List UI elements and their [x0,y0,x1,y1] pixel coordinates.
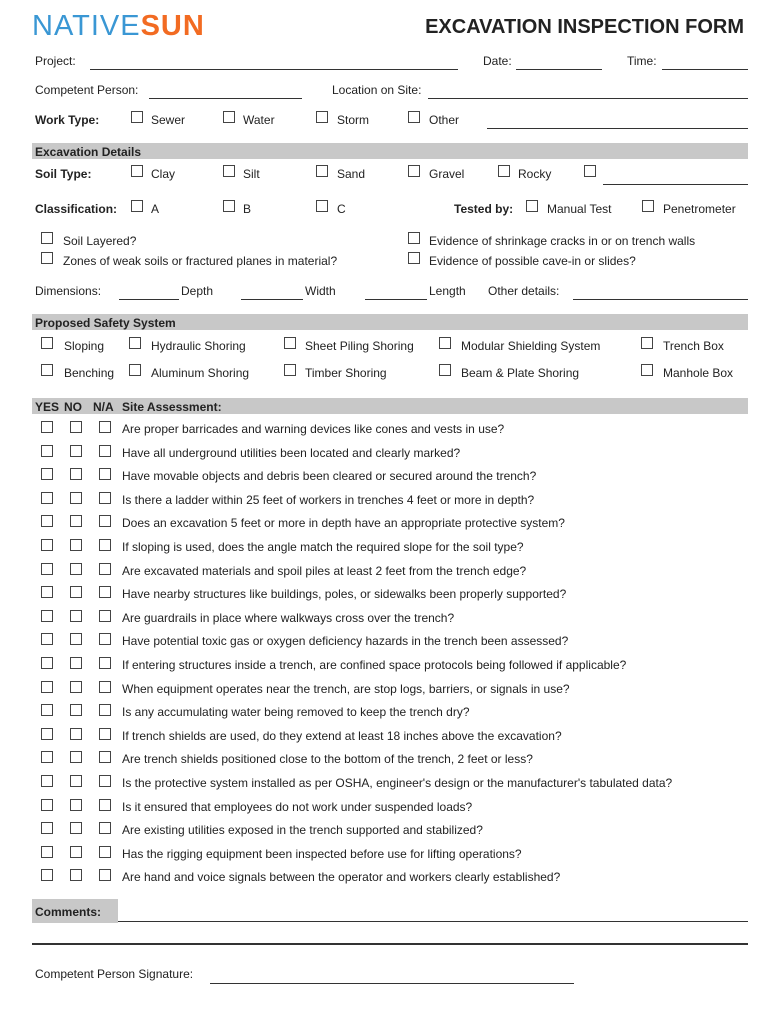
soil-clay-checkbox[interactable] [131,165,143,177]
soil-sand-checkbox[interactable] [316,165,328,177]
assessment-no-checkbox[interactable] [70,704,82,716]
assessment-na-checkbox[interactable] [99,751,111,763]
assessment-question: Is it ensured that employees do not work under suspended loads? [122,800,473,814]
penetrometer-checkbox[interactable] [642,200,654,212]
aluminum-shoring-label: Aluminum Shoring [151,366,250,380]
location-field[interactable] [428,98,748,99]
soil-gravel-label: Gravel [429,167,465,181]
work-type-other-checkbox[interactable] [408,111,420,123]
assessment-question: Is there a ladder within 25 feet of workers in trenches 4 feet or more in depth? [122,493,535,507]
length-field[interactable] [365,299,427,300]
work-type-water-checkbox[interactable] [223,111,235,123]
assessment-no-checkbox[interactable] [70,515,82,527]
length-label: Length [429,284,466,298]
modular-shielding-checkbox[interactable] [439,337,451,349]
sheet-piling-checkbox[interactable] [284,337,296,349]
dimensions-label: Dimensions: [35,284,102,298]
competent-person-field[interactable] [149,98,302,99]
class-b-checkbox[interactable] [223,200,235,212]
signature-field[interactable] [210,983,574,984]
assessment-yes-checkbox[interactable] [41,586,53,598]
benching-checkbox[interactable] [41,364,53,376]
comments-field-line-2[interactable] [32,943,748,945]
assessment-yes-checkbox[interactable] [41,421,53,433]
class-c-checkbox[interactable] [316,200,328,212]
date-field[interactable] [516,69,602,70]
safety-system-title: Proposed Safety System [35,316,176,330]
assessment-question: Is the protective system installed as per OSHA, engineer's design or the manufacturer's tabulated data? [122,776,673,790]
assessment-no-checkbox[interactable] [70,846,82,858]
assessment-na-checkbox[interactable] [99,657,111,669]
assessment-no-checkbox[interactable] [70,751,82,763]
soil-other-field[interactable] [603,184,748,185]
assessment-na-checkbox[interactable] [99,586,111,598]
soil-other-checkbox[interactable] [584,165,596,177]
soil-rocky-checkbox[interactable] [498,165,510,177]
assessment-yes-checkbox[interactable] [41,515,53,527]
manhole-box-label: Manhole Box [663,366,734,380]
assessment-na-checkbox[interactable] [99,822,111,834]
assessment-yes-checkbox[interactable] [41,633,53,645]
shrinkage-cracks-label: Evidence of shrinkage cracks in or on trench walls [429,234,696,248]
assessment-na-checkbox[interactable] [99,728,111,740]
assessment-na-checkbox[interactable] [99,515,111,527]
modular-shielding-label: Modular Shielding System [461,339,601,353]
work-type-water-label: Water [243,113,275,127]
work-type-storm-checkbox[interactable] [316,111,328,123]
assessment-no-checkbox[interactable] [70,563,82,575]
assessment-question: If entering structures inside a trench, are confined space protocols being followed if applicable? [122,658,627,672]
tested-by-label: Tested by: [454,202,514,216]
assessment-question: Have movable objects and debris been cleared or secured around the trench? [122,469,537,483]
competent-person-label: Competent Person: [35,83,139,97]
assessment-yes-checkbox[interactable] [41,704,53,716]
depth-label: Depth [181,284,214,298]
assessment-yes-checkbox[interactable] [41,468,53,480]
assessment-question: Does an excavation 5 feet or more in depth have an appropriate protective system? [122,516,565,530]
assessment-no-checkbox[interactable] [70,610,82,622]
width-label: Width [305,284,336,298]
manhole-box-checkbox[interactable] [641,364,653,376]
work-type-sewer-checkbox[interactable] [131,111,143,123]
assessment-question: Are hand and voice signals between the operator and workers clearly established? [122,870,561,884]
assessment-yes-checkbox[interactable] [41,539,53,551]
assessment-no-checkbox[interactable] [70,822,82,834]
assessment-yes-checkbox[interactable] [41,445,53,457]
assessment-no-checkbox[interactable] [70,657,82,669]
sloping-checkbox[interactable] [41,337,53,349]
work-type-sewer-label: Sewer [151,113,186,127]
benching-label: Benching [64,366,115,380]
assessment-na-checkbox[interactable] [99,846,111,858]
class-b-label: B [243,202,252,216]
assessment-question: Have potential toxic gas or oxygen deficiency hazards in the trench been assessed? [122,634,569,648]
assessment-no-checkbox[interactable] [70,728,82,740]
assessment-yes-checkbox[interactable] [41,822,53,834]
assessment-na-checkbox[interactable] [99,775,111,787]
assessment-question: Are proper barricades and warning devices like cones and vests in use? [122,422,505,436]
assessment-yes-checkbox[interactable] [41,799,53,811]
assessment-yes-checkbox[interactable] [41,869,53,881]
assessment-question: Have all underground utilities been located and clearly marked? [122,446,461,460]
assessment-yes-checkbox[interactable] [41,728,53,740]
time-field[interactable] [662,69,748,70]
weak-soils-checkbox[interactable] [41,252,53,264]
assessment-no-checkbox[interactable] [70,681,82,693]
assessment-na-checkbox[interactable] [99,492,111,504]
assessment-yes-checkbox[interactable] [41,610,53,622]
other-details-label: Other details: [488,284,560,298]
yes-header: YES [35,400,60,414]
assessment-na-checkbox[interactable] [99,799,111,811]
assessment-no-checkbox[interactable] [70,421,82,433]
assessment-question: If trench shields are used, do they extend at least 18 inches above the excavation? [122,729,562,743]
timber-shoring-label: Timber Shoring [305,366,387,380]
work-type-storm-label: Storm [337,113,370,127]
assessment-na-checkbox[interactable] [99,445,111,457]
assessment-na-checkbox[interactable] [99,681,111,693]
work-type-other-field[interactable] [487,128,748,129]
shrinkage-cracks-checkbox[interactable] [408,232,420,244]
comments-label: Comments: [35,905,102,919]
assessment-yes-checkbox[interactable] [41,563,53,575]
soil-sand-label: Sand [337,167,366,181]
assessment-question: Are existing utilities exposed in the trench supported and stabilized? [122,823,483,837]
site-assessment-title: Site Assessment: [122,400,222,414]
width-field[interactable] [241,299,303,300]
timber-shoring-checkbox[interactable] [284,364,296,376]
manual-test-checkbox[interactable] [526,200,538,212]
assessment-na-checkbox[interactable] [99,610,111,622]
soil-clay-label: Clay [151,167,176,181]
classification-label: Classification: [35,202,118,216]
work-type-other-label: Other [429,113,460,127]
manual-test-label: Manual Test [547,202,612,216]
assessment-question: Are guardrails in place where walkways cross over the trench? [122,611,455,625]
assessment-yes-checkbox[interactable] [41,681,53,693]
soil-type-label: Soil Type: [35,167,92,181]
excavation-details-title: Excavation Details [35,145,142,159]
assessment-question: Are trench shields positioned close to the bottom of the trench, 2 feet or less? [122,752,533,766]
assessment-no-checkbox[interactable] [70,468,82,480]
other-details-field[interactable] [573,299,748,300]
logo-sun: SUN [140,10,205,42]
weak-soils-label: Zones of weak soils or fractured planes in material? [63,254,338,268]
logo [32,10,205,43]
assessment-yes-checkbox[interactable] [41,846,53,858]
class-a-label: A [151,202,160,216]
trench-box-label: Trench Box [663,339,724,353]
project-field[interactable] [90,69,458,70]
form-title: EXCAVATION INSPECTION FORM [425,16,744,38]
assessment-no-checkbox[interactable] [70,869,82,881]
assessment-question: When equipment operates near the trench, are stop logs, barriers, or signals in use? [122,682,570,696]
class-a-checkbox[interactable] [131,200,143,212]
comments-field[interactable] [118,921,748,922]
assessment-no-checkbox[interactable] [70,799,82,811]
soil-silt-checkbox[interactable] [223,165,235,177]
no-header: NO [64,400,82,414]
hydraulic-shoring-checkbox[interactable] [129,337,141,349]
sloping-label: Sloping [64,339,105,353]
assessment-na-checkbox[interactable] [99,563,111,575]
assessment-question: Are excavated materials and spoil piles at least 2 feet from the trench edge? [122,564,527,578]
cave-in-label: Evidence of possible cave-in or slides? [429,254,636,268]
date-label: Date: [483,54,512,68]
soil-layered-checkbox[interactable] [41,232,53,244]
assessment-na-checkbox[interactable] [99,869,111,881]
assessment-yes-checkbox[interactable] [41,775,53,787]
soil-gravel-checkbox[interactable] [408,165,420,177]
assessment-question: Is any accumulating water being removed to keep the trench dry? [122,705,470,719]
assessment-na-checkbox[interactable] [99,633,111,645]
penetrometer-label: Penetrometer [663,202,736,216]
na-header: N/A [93,400,114,414]
assessment-question: If sloping is used, does the angle match the required slope for the soil type? [122,540,524,554]
assessment-no-checkbox[interactable] [70,445,82,457]
assessment-no-checkbox[interactable] [70,633,82,645]
assessment-na-checkbox[interactable] [99,539,111,551]
assessment-no-checkbox[interactable] [70,775,82,787]
assessment-yes-checkbox[interactable] [41,492,53,504]
depth-field[interactable] [119,299,179,300]
assessment-no-checkbox[interactable] [70,492,82,504]
sheet-piling-label: Sheet Piling Shoring [305,339,414,353]
cave-in-checkbox[interactable] [408,252,420,264]
assessment-na-checkbox[interactable] [99,704,111,716]
beam-plate-label: Beam & Plate Shoring [461,366,580,380]
soil-rocky-label: Rocky [518,167,552,181]
signature-label: Competent Person Signature: [35,967,194,981]
assessment-question: Have nearby structures like buildings, poles, or sidewalks been properly supported? [122,587,567,601]
class-c-label: C [337,202,346,216]
assessment-na-checkbox[interactable] [99,421,111,433]
soil-silt-label: Silt [243,167,260,181]
hydraulic-shoring-label: Hydraulic Shoring [151,339,246,353]
time-label: Time: [627,54,657,68]
assessment-yes-checkbox[interactable] [41,657,53,669]
aluminum-shoring-checkbox[interactable] [129,364,141,376]
assessment-na-checkbox[interactable] [99,468,111,480]
trench-box-checkbox[interactable] [641,337,653,349]
assessment-no-checkbox[interactable] [70,586,82,598]
soil-layered-label: Soil Layered? [63,234,137,248]
assessment-yes-checkbox[interactable] [41,751,53,763]
location-label: Location on Site: [332,83,422,97]
assessment-question: Has the rigging equipment been inspected before use for lifting operations? [122,847,522,861]
logo-native: NATIVE [32,10,141,42]
work-type-label: Work Type: [35,113,100,127]
project-label: Project: [35,54,76,68]
beam-plate-checkbox[interactable] [439,364,451,376]
assessment-no-checkbox[interactable] [70,539,82,551]
